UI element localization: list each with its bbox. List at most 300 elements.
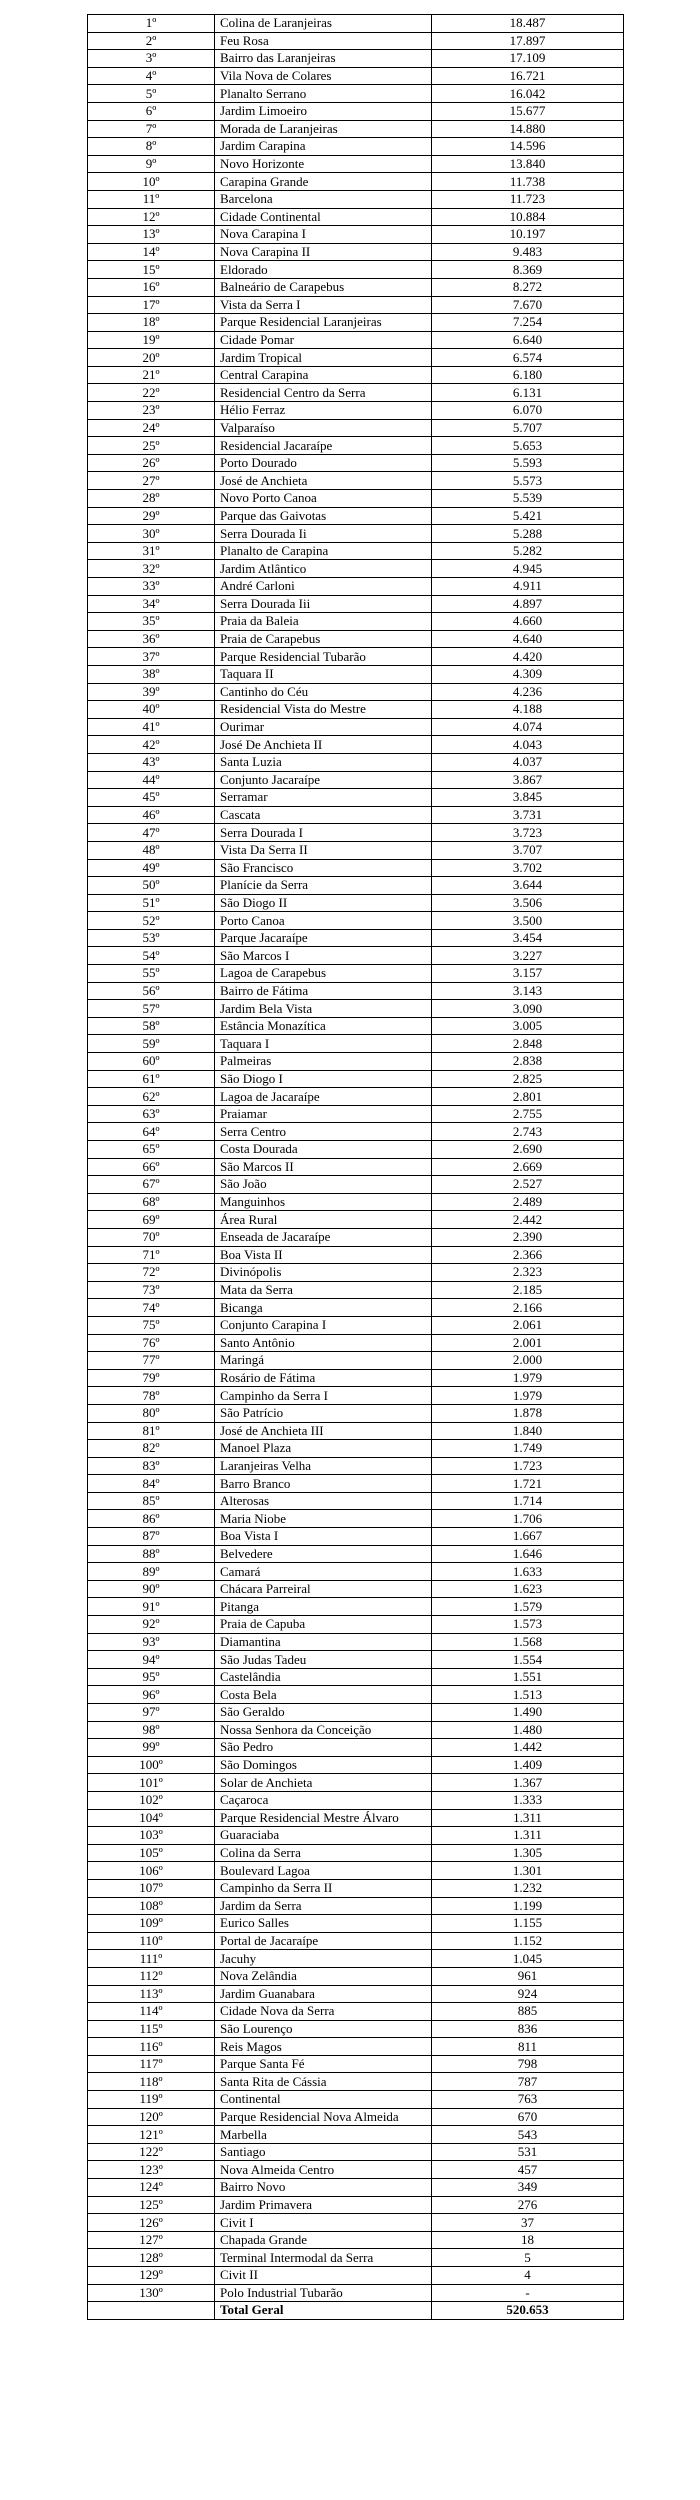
rank-cell: 99º xyxy=(88,1739,215,1757)
rank-cell: 39º xyxy=(88,683,215,701)
neighborhood-cell: Solar de Anchieta xyxy=(215,1774,432,1792)
population-cell: 2.061 xyxy=(432,1316,624,1334)
rank-cell: 62º xyxy=(88,1088,215,1106)
table-row xyxy=(88,1862,624,1880)
neighborhood-cell: José De Anchieta II xyxy=(215,736,432,754)
population-cell: 2.755 xyxy=(432,1105,624,1123)
rank-cell: 101º xyxy=(88,1774,215,1792)
neighborhood-cell: Rosário de Fátima xyxy=(215,1369,432,1387)
neighborhood-cell: Manoel Plaza xyxy=(215,1440,432,1458)
population-cell: 2.743 xyxy=(432,1123,624,1141)
table-row xyxy=(88,1000,624,1018)
rank-cell: 98º xyxy=(88,1721,215,1739)
table-row xyxy=(88,1035,624,1053)
neighborhood-cell: José de Anchieta xyxy=(215,472,432,490)
table-row xyxy=(88,507,624,525)
rank-cell: 46º xyxy=(88,806,215,824)
table-row xyxy=(88,226,624,244)
rank-cell: 37º xyxy=(88,648,215,666)
rank-cell: 124º xyxy=(88,2179,215,2197)
neighborhood-cell: Campinho da Serra I xyxy=(215,1387,432,1405)
neighborhood-cell: Jardim Bela Vista xyxy=(215,1000,432,1018)
rank-cell: 128º xyxy=(88,2249,215,2267)
table-row xyxy=(88,278,624,296)
population-cell: 457 xyxy=(432,2161,624,2179)
neighborhood-cell: Praia de Capuba xyxy=(215,1616,432,1634)
population-cell: 2.690 xyxy=(432,1141,624,1159)
table-row xyxy=(88,2249,624,2267)
neighborhood-cell: Nova Carapina I xyxy=(215,226,432,244)
population-cell: 5.288 xyxy=(432,525,624,543)
population-cell: 1.301 xyxy=(432,1862,624,1880)
neighborhood-cell: Hélio Ferraz xyxy=(215,402,432,420)
table-row xyxy=(88,2055,624,2073)
neighborhood-cell: Vista Da Serra II xyxy=(215,841,432,859)
population-cell: 1.979 xyxy=(432,1387,624,1405)
neighborhood-cell: Guaraciaba xyxy=(215,1827,432,1845)
total-label: Total Geral xyxy=(215,2302,432,2320)
table-row xyxy=(88,1932,624,1950)
neighborhood-cell: Estância Monazítica xyxy=(215,1017,432,1035)
table-row xyxy=(88,1528,624,1546)
neighborhood-cell: Vista da Serra I xyxy=(215,296,432,314)
rank-cell: 82º xyxy=(88,1440,215,1458)
rank-cell: 105º xyxy=(88,1844,215,1862)
table-row xyxy=(88,2143,624,2161)
population-cell: 17.897 xyxy=(432,32,624,50)
population-cell: 4.236 xyxy=(432,683,624,701)
rank-cell: 107º xyxy=(88,1879,215,1897)
table-row xyxy=(88,102,624,120)
rank-cell: 67º xyxy=(88,1176,215,1194)
rank-cell: 63º xyxy=(88,1105,215,1123)
population-cell: 6.180 xyxy=(432,366,624,384)
table-row xyxy=(88,349,624,367)
neighborhood-cell: Civit I xyxy=(215,2214,432,2232)
table-row xyxy=(88,982,624,1000)
population-cell: 11.723 xyxy=(432,190,624,208)
population-cell: 798 xyxy=(432,2055,624,2073)
table-row xyxy=(88,1545,624,1563)
rank-cell: 10º xyxy=(88,173,215,191)
table-row xyxy=(88,806,624,824)
neighborhood-cell: Alterosas xyxy=(215,1492,432,1510)
table-row xyxy=(88,1193,624,1211)
table-row xyxy=(88,542,624,560)
rank-cell: 6º xyxy=(88,102,215,120)
rank-cell: 64º xyxy=(88,1123,215,1141)
table-row xyxy=(88,243,624,261)
table-row xyxy=(88,2073,624,2091)
table-row xyxy=(88,1088,624,1106)
neighborhood-cell: Central Carapina xyxy=(215,366,432,384)
population-cell: 1.554 xyxy=(432,1651,624,1669)
rank-cell: 120º xyxy=(88,2108,215,2126)
table-row xyxy=(88,1141,624,1159)
population-cell: 543 xyxy=(432,2126,624,2144)
neighborhood-cell: Mata da Serra xyxy=(215,1281,432,1299)
neighborhood-cell: Caçaroca xyxy=(215,1791,432,1809)
rank-cell: 87º xyxy=(88,1528,215,1546)
neighborhood-cell: Barcelona xyxy=(215,190,432,208)
rank-cell: 112º xyxy=(88,1967,215,1985)
population-cell: 1.232 xyxy=(432,1879,624,1897)
table-row xyxy=(88,1105,624,1123)
neighborhood-cell: Santiago xyxy=(215,2143,432,2161)
population-cell: 4.640 xyxy=(432,630,624,648)
table-row xyxy=(88,490,624,508)
table-row xyxy=(88,366,624,384)
rank-cell: 7º xyxy=(88,120,215,138)
neighborhood-cell: Serra Dourada I xyxy=(215,824,432,842)
rank-cell: 93º xyxy=(88,1633,215,1651)
neighborhood-cell: Cantinho do Céu xyxy=(215,683,432,701)
rank-cell: 40º xyxy=(88,701,215,719)
table-row xyxy=(88,1598,624,1616)
total-value: 520.653 xyxy=(432,2302,624,2320)
table-row xyxy=(88,965,624,983)
neighborhood-cell: Chapada Grande xyxy=(215,2231,432,2249)
neighborhood-cell: Taquara II xyxy=(215,665,432,683)
neighborhood-cell: Jardim Guanabara xyxy=(215,1985,432,2003)
table-row xyxy=(88,859,624,877)
rank-cell: 54º xyxy=(88,947,215,965)
neighborhood-cell: Residencial Vista do Mestre xyxy=(215,701,432,719)
rank-cell: 66º xyxy=(88,1158,215,1176)
population-cell: 1.579 xyxy=(432,1598,624,1616)
neighborhood-cell: Bairro Novo xyxy=(215,2179,432,2197)
population-cell: 1.513 xyxy=(432,1686,624,1704)
table-row xyxy=(88,1281,624,1299)
population-cell: 1.551 xyxy=(432,1668,624,1686)
population-cell: 14.596 xyxy=(432,138,624,156)
population-cell: 885 xyxy=(432,2003,624,2021)
population-cell: 1.333 xyxy=(432,1791,624,1809)
rank-cell: 49º xyxy=(88,859,215,877)
population-cell: 8.272 xyxy=(432,278,624,296)
table-row xyxy=(88,771,624,789)
neighborhood-cell: Continental xyxy=(215,2091,432,2109)
rank-cell: 11º xyxy=(88,190,215,208)
population-cell: 3.227 xyxy=(432,947,624,965)
rank-cell: 111º xyxy=(88,1950,215,1968)
neighborhood-cell: Divinópolis xyxy=(215,1264,432,1282)
neighborhood-cell: Parque Residencial Nova Almeida xyxy=(215,2108,432,2126)
table-row xyxy=(88,454,624,472)
population-cell: 349 xyxy=(432,2179,624,2197)
table-row xyxy=(88,2091,624,2109)
population-cell: 4.037 xyxy=(432,753,624,771)
population-cell: 16.042 xyxy=(432,85,624,103)
neighborhood-cell: São João xyxy=(215,1176,432,1194)
rank-cell: 116º xyxy=(88,2038,215,2056)
neighborhood-cell: Lagoa de Carapebus xyxy=(215,965,432,983)
neighborhood-cell: Pitanga xyxy=(215,1598,432,1616)
neighborhood-cell: Colina de Laranjeiras xyxy=(215,15,432,33)
population-cell: 2.366 xyxy=(432,1246,624,1264)
rank-cell: 115º xyxy=(88,2020,215,2038)
table-row xyxy=(88,1440,624,1458)
population-cell: 763 xyxy=(432,2091,624,2109)
neighborhood-cell: São Geraldo xyxy=(215,1704,432,1722)
population-cell: 2.848 xyxy=(432,1035,624,1053)
population-cell: 16.721 xyxy=(432,67,624,85)
rank-cell: 34º xyxy=(88,595,215,613)
rank-cell: 24º xyxy=(88,419,215,437)
neighborhood-cell: Novo Horizonte xyxy=(215,155,432,173)
rank-cell: 61º xyxy=(88,1070,215,1088)
neighborhood-cell: Morada de Laranjeiras xyxy=(215,120,432,138)
rank-cell: 76º xyxy=(88,1334,215,1352)
neighborhood-cell: Taquara I xyxy=(215,1035,432,1053)
table-row xyxy=(88,2003,624,2021)
population-cell: 5.573 xyxy=(432,472,624,490)
neighborhood-cell: Área Rural xyxy=(215,1211,432,1229)
table-row xyxy=(88,314,624,332)
table-row xyxy=(88,595,624,613)
neighborhood-cell: Eurico Salles xyxy=(215,1915,432,1933)
population-table xyxy=(87,14,624,2320)
neighborhood-cell: Balneário de Carapebus xyxy=(215,278,432,296)
table-row xyxy=(88,578,624,596)
population-cell: 1.305 xyxy=(432,1844,624,1862)
table-row xyxy=(88,1158,624,1176)
neighborhood-cell: Maria Niobe xyxy=(215,1510,432,1528)
neighborhood-cell: Conjunto Jacaraípe xyxy=(215,771,432,789)
table-row xyxy=(88,1475,624,1493)
neighborhood-cell: Maringá xyxy=(215,1352,432,1370)
neighborhood-cell: Praia da Baleia xyxy=(215,613,432,631)
neighborhood-cell: Serramar xyxy=(215,789,432,807)
table-row xyxy=(88,472,624,490)
rank-cell: 100º xyxy=(88,1756,215,1774)
table-row xyxy=(88,1651,624,1669)
neighborhood-cell: Cidade Nova da Serra xyxy=(215,2003,432,2021)
rank-cell: 22º xyxy=(88,384,215,402)
neighborhood-cell: Residencial Centro da Serra xyxy=(215,384,432,402)
population-cell: 3.005 xyxy=(432,1017,624,1035)
neighborhood-cell: São Pedro xyxy=(215,1739,432,1757)
table-row xyxy=(88,701,624,719)
neighborhood-cell: Conjunto Carapina I xyxy=(215,1316,432,1334)
rank-cell: 122º xyxy=(88,2143,215,2161)
rank-cell: 129º xyxy=(88,2267,215,2285)
neighborhood-cell: André Carloni xyxy=(215,578,432,596)
population-cell: 1.623 xyxy=(432,1580,624,1598)
rank-cell: 58º xyxy=(88,1017,215,1035)
population-cell: 1.646 xyxy=(432,1545,624,1563)
rank-cell: 69º xyxy=(88,1211,215,1229)
population-cell: 1.979 xyxy=(432,1369,624,1387)
population-cell: 37 xyxy=(432,2214,624,2232)
rank-cell: 50º xyxy=(88,877,215,895)
neighborhood-cell: Parque Residencial Tubarão xyxy=(215,648,432,666)
neighborhood-cell: Campinho da Serra II xyxy=(215,1879,432,1897)
rank-cell: 29º xyxy=(88,507,215,525)
table-body xyxy=(88,15,624,2302)
rank-cell: 45º xyxy=(88,789,215,807)
population-cell: 5 xyxy=(432,2249,624,2267)
population-cell: 1.706 xyxy=(432,1510,624,1528)
table-row xyxy=(88,155,624,173)
population-cell: 2.527 xyxy=(432,1176,624,1194)
table-row xyxy=(88,138,624,156)
neighborhood-cell: Porto Canoa xyxy=(215,912,432,930)
neighborhood-cell: Laranjeiras Velha xyxy=(215,1457,432,1475)
population-cell: 2.825 xyxy=(432,1070,624,1088)
population-cell: 2.489 xyxy=(432,1193,624,1211)
rank-cell: 60º xyxy=(88,1053,215,1071)
table-row xyxy=(88,841,624,859)
neighborhood-cell: Marbella xyxy=(215,2126,432,2144)
table-row xyxy=(88,402,624,420)
neighborhood-cell: Santa Rita de Cássia xyxy=(215,2073,432,2091)
population-cell: 7.254 xyxy=(432,314,624,332)
population-cell: 811 xyxy=(432,2038,624,2056)
neighborhood-cell: Santa Luzia xyxy=(215,753,432,771)
table-row xyxy=(88,1827,624,1845)
population-cell: 2.000 xyxy=(432,1352,624,1370)
table-row xyxy=(88,877,624,895)
rank-cell: 127º xyxy=(88,2231,215,2249)
rank-cell: 32º xyxy=(88,560,215,578)
rank-cell: 33º xyxy=(88,578,215,596)
table-row xyxy=(88,1053,624,1071)
population-cell: 1.311 xyxy=(432,1809,624,1827)
neighborhood-cell: Ourimar xyxy=(215,718,432,736)
population-cell: 10.884 xyxy=(432,208,624,226)
neighborhood-cell: Cidade Continental xyxy=(215,208,432,226)
table-row xyxy=(88,1228,624,1246)
neighborhood-cell: Boa Vista I xyxy=(215,1528,432,1546)
rank-cell: 28º xyxy=(88,490,215,508)
population-cell: 2.801 xyxy=(432,1088,624,1106)
rank-cell: 23º xyxy=(88,402,215,420)
rank-cell: 18º xyxy=(88,314,215,332)
table-row xyxy=(88,85,624,103)
population-cell: 4.309 xyxy=(432,665,624,683)
neighborhood-cell: Praia de Carapebus xyxy=(215,630,432,648)
rank-cell: 96º xyxy=(88,1686,215,1704)
rank-cell: 1º xyxy=(88,15,215,33)
rank-cell: 125º xyxy=(88,2196,215,2214)
table-row xyxy=(88,261,624,279)
table-row xyxy=(88,1387,624,1405)
neighborhood-cell: Jardim Carapina xyxy=(215,138,432,156)
neighborhood-cell: Porto Dourado xyxy=(215,454,432,472)
population-cell: 1.409 xyxy=(432,1756,624,1774)
rank-cell: 110º xyxy=(88,1932,215,1950)
population-cell: 3.867 xyxy=(432,771,624,789)
population-cell: 3.723 xyxy=(432,824,624,842)
table-row xyxy=(88,67,624,85)
population-cell: 11.738 xyxy=(432,173,624,191)
population-cell: 1.199 xyxy=(432,1897,624,1915)
neighborhood-cell: Colina da Serra xyxy=(215,1844,432,1862)
population-cell: 924 xyxy=(432,1985,624,2003)
neighborhood-cell: Jardim Atlântico xyxy=(215,560,432,578)
table-row xyxy=(88,1950,624,1968)
rank-cell: 42º xyxy=(88,736,215,754)
table-row xyxy=(88,1352,624,1370)
table-row xyxy=(88,419,624,437)
rank-cell: 130º xyxy=(88,2284,215,2302)
neighborhood-cell: Manguinhos xyxy=(215,1193,432,1211)
neighborhood-cell: Civit II xyxy=(215,2267,432,2285)
population-cell: 4.945 xyxy=(432,560,624,578)
neighborhood-cell: Belvedere xyxy=(215,1545,432,1563)
population-cell: 3.157 xyxy=(432,965,624,983)
neighborhood-cell: Nova Almeida Centro xyxy=(215,2161,432,2179)
neighborhood-cell: Praiamar xyxy=(215,1105,432,1123)
population-cell: 4.043 xyxy=(432,736,624,754)
neighborhood-cell: Planície da Serra xyxy=(215,877,432,895)
neighborhood-cell: Reis Magos xyxy=(215,2038,432,2056)
table-row xyxy=(88,1668,624,1686)
neighborhood-cell: Carapina Grande xyxy=(215,173,432,191)
table-row xyxy=(88,1510,624,1528)
rank-cell: 31º xyxy=(88,542,215,560)
neighborhood-cell: Residencial Jacaraípe xyxy=(215,437,432,455)
table-row xyxy=(88,912,624,930)
neighborhood-cell: São Domingos xyxy=(215,1756,432,1774)
rank-cell: 103º xyxy=(88,1827,215,1845)
neighborhood-cell: São Marcos I xyxy=(215,947,432,965)
population-cell: 2.442 xyxy=(432,1211,624,1229)
table-row xyxy=(88,1176,624,1194)
population-cell: 4.660 xyxy=(432,613,624,631)
population-cell: 7.670 xyxy=(432,296,624,314)
table-row xyxy=(88,1791,624,1809)
table-row xyxy=(88,2179,624,2197)
rank-cell: 57º xyxy=(88,1000,215,1018)
table-row xyxy=(88,1633,624,1651)
neighborhood-cell: Parque Jacaraípe xyxy=(215,929,432,947)
neighborhood-cell: Chácara Parreiral xyxy=(215,1580,432,1598)
neighborhood-cell: Castelândia xyxy=(215,1668,432,1686)
table-row xyxy=(88,1967,624,1985)
population-cell: 6.131 xyxy=(432,384,624,402)
neighborhood-cell: Parque das Gaivotas xyxy=(215,507,432,525)
rank-cell: 114º xyxy=(88,2003,215,2021)
table-row xyxy=(88,683,624,701)
population-cell: 836 xyxy=(432,2020,624,2038)
rank-cell: 3º xyxy=(88,50,215,68)
population-cell: 9.483 xyxy=(432,243,624,261)
table-row xyxy=(88,947,624,965)
population-cell: 18 xyxy=(432,2231,624,2249)
table-row xyxy=(88,1246,624,1264)
neighborhood-cell: Vila Nova de Colares xyxy=(215,67,432,85)
population-cell: 2.390 xyxy=(432,1228,624,1246)
rank-cell: 83º xyxy=(88,1457,215,1475)
rank-cell: 71º xyxy=(88,1246,215,1264)
neighborhood-cell: Eldorado xyxy=(215,261,432,279)
rank-cell: 27º xyxy=(88,472,215,490)
neighborhood-cell: Bairro das Laranjeiras xyxy=(215,50,432,68)
neighborhood-cell: Costa Dourada xyxy=(215,1141,432,1159)
rank-cell: 123º xyxy=(88,2161,215,2179)
population-cell: 4.074 xyxy=(432,718,624,736)
rank-cell: 41º xyxy=(88,718,215,736)
rank-cell: 119º xyxy=(88,2091,215,2109)
rank-cell: 70º xyxy=(88,1228,215,1246)
table-row xyxy=(88,1404,624,1422)
table-row xyxy=(88,1070,624,1088)
rank-cell: 78º xyxy=(88,1387,215,1405)
neighborhood-cell: Palmeiras xyxy=(215,1053,432,1071)
neighborhood-cell: Parque Santa Fé xyxy=(215,2055,432,2073)
